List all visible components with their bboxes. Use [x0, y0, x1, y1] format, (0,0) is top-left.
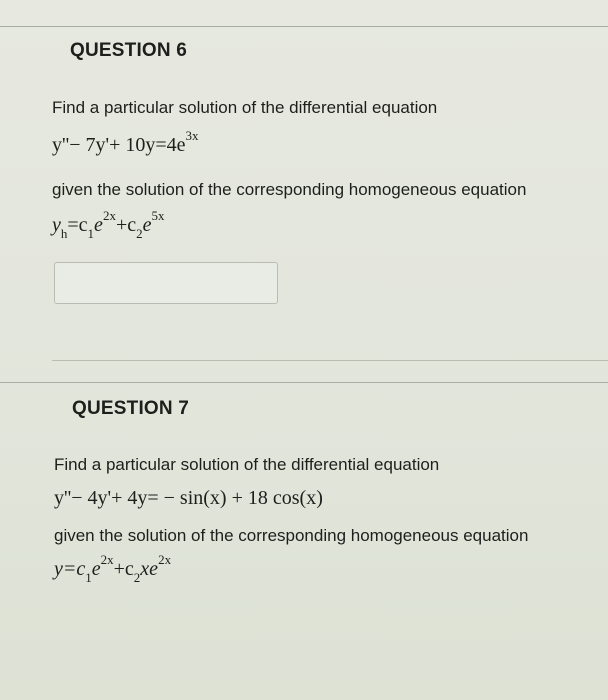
question-6-equation — [52, 128, 199, 157]
equation-text: y''− 7y'+ 10y=4e — [52, 134, 186, 156]
c2-subscript: 2 — [133, 570, 141, 585]
c1-subscript: 1 — [87, 226, 95, 241]
c1-symbol: =c — [67, 214, 88, 236]
xe-symbol: xe — [140, 558, 159, 580]
question-7-homog-prompt: given the solution of the corresponding homogeneous equation — [54, 526, 529, 545]
divider — [0, 382, 608, 383]
question-6-homog-prompt: given the solution of the corresponding homogeneous equation — [52, 180, 527, 199]
lhs: y=c — [54, 558, 86, 580]
h-subscript: h — [60, 226, 68, 241]
question-6-prompt: Find a particular solution of the differential equation — [52, 98, 438, 117]
exp2: 5x — [151, 208, 165, 223]
equation-exponent: 3x — [185, 128, 199, 143]
c2-symbol: +c — [113, 558, 134, 580]
divider — [52, 360, 608, 361]
y-symbol: y — [52, 214, 61, 236]
question-6-answer-field[interactable] — [54, 262, 278, 304]
question-7-homog-solution — [54, 552, 172, 585]
e-symbol: e — [94, 214, 103, 236]
c1-subscript: 1 — [85, 570, 92, 585]
question-7-prompt: Find a particular solution of the differential equation — [54, 455, 440, 474]
question-7-equation: y''− 4y'+ 4y= − sin(x) + 18 cos(x) — [54, 487, 323, 509]
question-7-title: QUESTION 7 — [72, 398, 190, 419]
question-6-homog-solution — [52, 208, 165, 241]
c2-subscript: 2 — [136, 226, 143, 241]
c2-symbol: +c — [115, 214, 137, 236]
question-6-title: QUESTION 6 — [70, 40, 188, 61]
divider — [0, 26, 608, 27]
exp2: 2x — [158, 552, 172, 567]
e-symbol-2: e — [142, 214, 152, 236]
exp1: 2x — [100, 552, 114, 567]
e-symbol: e — [91, 558, 101, 580]
exp1: 2x — [102, 208, 116, 223]
